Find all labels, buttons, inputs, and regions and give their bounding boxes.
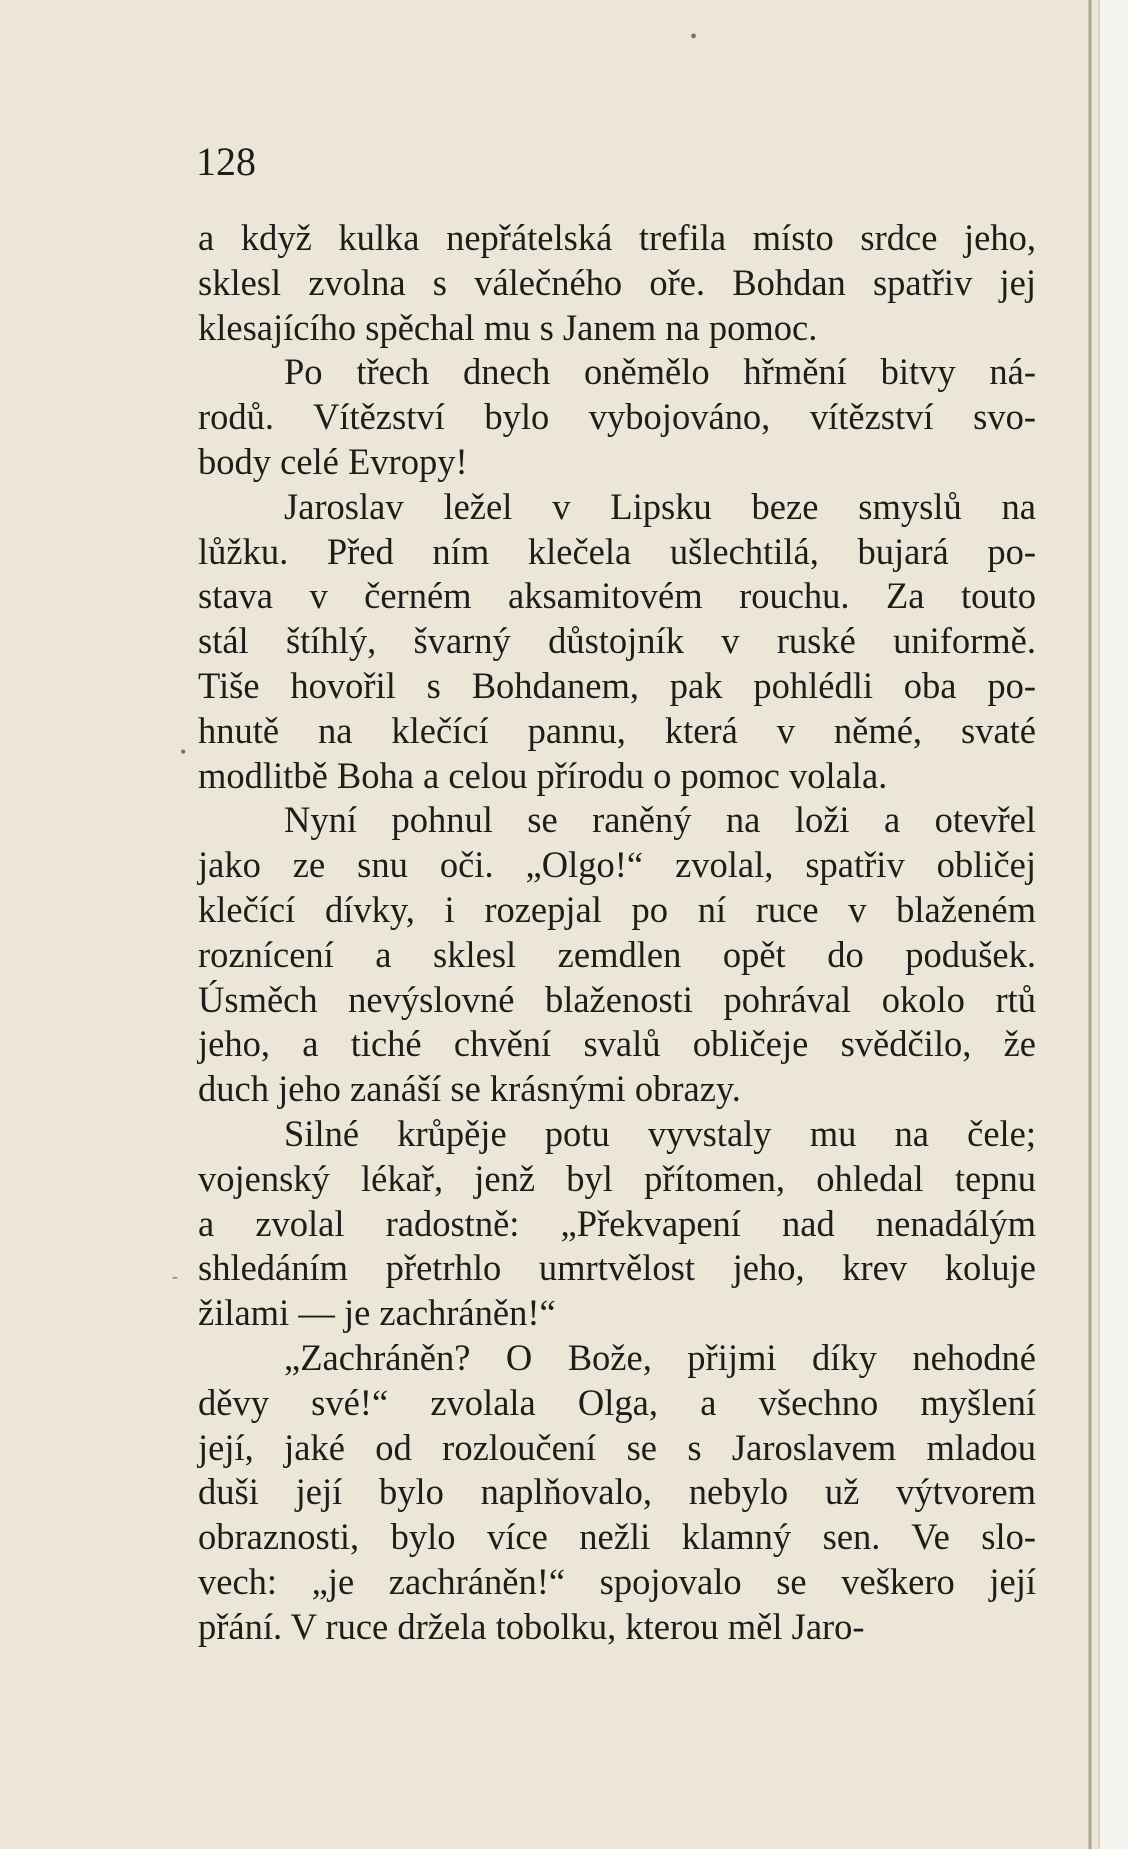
text-line: žilami — je zachráněn!“ [198,1292,556,1334]
print-speck: • [690,26,698,48]
print-speck: - [172,1266,178,1286]
text-line: modlitbě Boha a celou přírodu o pomoc volala. [198,754,888,796]
text-line: stava v černém aksamitovém rouchu. Za touto [198,575,1036,617]
text-line: duch jeho zanáší se krásnými obrazy. [198,1068,741,1110]
print-speck: • [180,742,187,762]
text-line: hnutě na klečící pannu, která v němé, svaté [198,709,1036,751]
text-line: vech: „je zachráněn!“ spojovalo se veškero její [198,1560,1036,1602]
page-edge-margin [1098,0,1128,1849]
text-line: přání. V ruce držela tobolku, kterou měl Jaro- [198,1605,865,1647]
text-line: Tiše hovořil s Bohdanem, pak pohlédli oba po- [198,664,1036,706]
text-line: sklesl zvolna s válečného oře. Bohdan spatřiv jej [198,261,1036,303]
text-line: duši její bylo naplňovalo, nebylo už výtvorem [198,1471,1036,1513]
text-line: klesajícího spěchal mu s Janem na pomoc. [198,306,818,348]
page-binding-edge [1088,0,1092,1849]
page-number: 128 [196,139,256,184]
text-line: Nyní pohnul se raněný na loži a otevřel [284,799,1036,841]
text-line: lůžku. Před ním klečela ušlechtilá, bujará po- [198,530,1036,572]
text-line: Silné krůpěje potu vyvstaly mu na čele; [284,1112,1036,1154]
text-line: Jaroslav ležel v Lipsku beze smyslů na [284,485,1036,527]
text-line: stál štíhlý, švarný důstojník v ruské uniformě. [198,620,1036,662]
text-line: obraznosti, bylo více nežli klamný sen. Ve slo- [198,1516,1036,1558]
text-line: klečící dívky, i rozepjal po ní ruce v blaženém [198,888,1036,930]
text-line: roznícení a sklesl zemdlen opět do podušek. [198,933,1036,975]
text-line: a když kulka nepřátelská trefila místo srdce jeho, [198,217,1036,258]
text-line: její, jaké od rozloučení se s Jaroslavem mladou [198,1426,1036,1468]
text-line: jako ze snu oči. „Olgo!“ zvolal, spatřiv obličej [198,844,1036,886]
text-line: rodů. Vítězství bylo vybojováno, vítězství svo- [198,396,1036,438]
text-line: Po třech dnech oněmělo hřmění bitvy ná- [284,351,1036,393]
text-line: „Zachráněn? O Bože, přijmi díky nehodné [284,1336,1036,1378]
text-line: děvy své!“ zvolala Olga, a všechno myšlení [198,1381,1036,1423]
text-line: vojenský lékař, jenž byl přítomen, ohledal tepnu [198,1157,1036,1199]
text-line: a zvolal radostně: „Překvapení nad nenadálým [198,1202,1036,1244]
text-line: jeho, a tiché chvění svalů obličeje svědčilo, že [198,1023,1036,1065]
page-body-text [198,216,1036,1650]
text-line: shledáním přetrhlo umrtvělost jeho, krev koluje [198,1247,1036,1289]
text-line: body celé Evropy! [198,440,468,482]
text-line: Úsměch nevýslovné blaženosti pohrával okolo rtů [198,978,1036,1020]
